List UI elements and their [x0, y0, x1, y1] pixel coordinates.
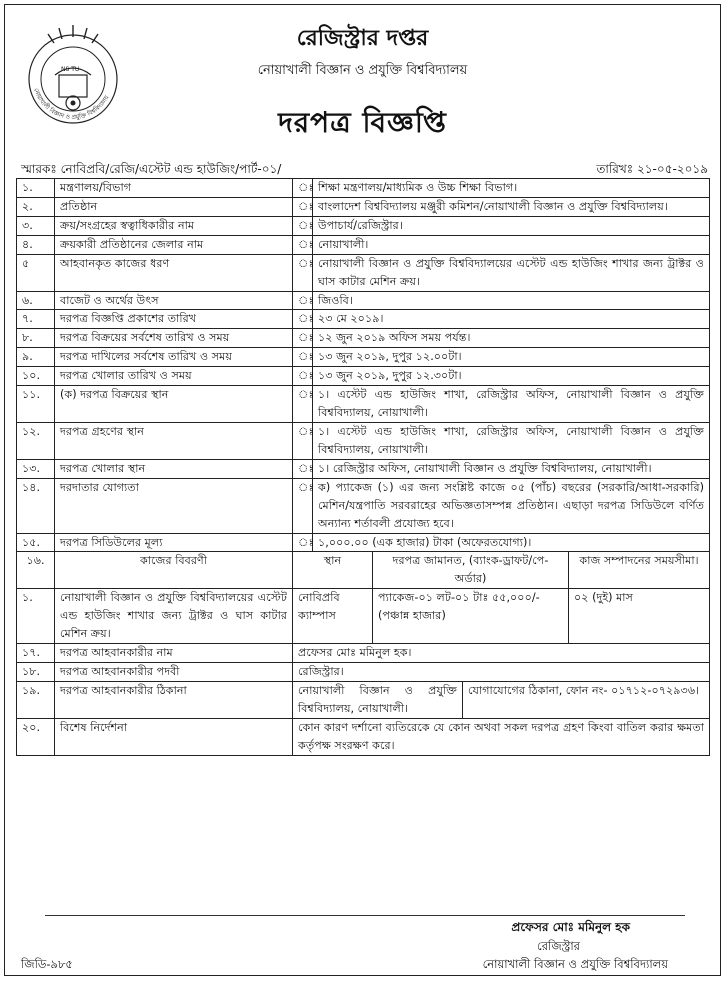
row-label: দরপত্র গ্রহণের স্থান: [55, 422, 293, 459]
row-label: দরপত্র আহবানকারীর ঠিকানা: [55, 681, 293, 718]
row-number: ১০.: [17, 367, 55, 386]
row-value: ১৩ জুন ২০১৯, দুপুর ১২.০০টা।: [313, 348, 710, 367]
signatory-organization: নোয়াখালী বিজ্ঞান ও প্রযুক্তি বিশ্ববিদ্যালয়: [482, 957, 668, 971]
row-label: বিশেষ নির্দেশনা: [55, 718, 293, 755]
table-row: [17, 681, 710, 718]
row-number: ১.: [17, 589, 55, 644]
row-number: ১৭.: [17, 644, 55, 663]
table-row: [17, 367, 710, 386]
row-label: দরপত্র বিক্রয়ের সর্বশেষ তারিখ ও সময়: [55, 329, 293, 348]
row-label: দরপত্র আহবানকারীর নাম: [55, 644, 293, 663]
memo-number: স্মারকঃ নোবিপ্রবি/রেজি/এস্টেট এন্ড হাউজিং/পার্ট-০১/: [21, 162, 282, 176]
row-label: দরপত্র বিজ্ঞপ্তি প্রকাশের তারিখ: [55, 310, 293, 329]
signatory-designation: রেজিস্ট্রার: [537, 939, 580, 953]
table-row: [17, 644, 710, 663]
row-number: ৩.: [17, 216, 55, 235]
row-number: ১৬.: [17, 552, 55, 589]
table-row: [17, 179, 710, 198]
row-value: ১। এস্টেট এন্ড হাউজিং শাখা, রেজিস্ট্রার অফিস, নোয়াখালী বিজ্ঞান ও প্রযুক্তি বিশ্ববিদ্যালয়, নোয়াখালী।: [313, 422, 710, 459]
row-label: দরদাতার যোগ্যতা: [55, 478, 293, 533]
table-row: [17, 291, 710, 310]
row-value: রেজিস্ট্রার।: [293, 662, 710, 681]
row-colon: ঃ: [293, 179, 313, 198]
row-label: আহবানকৃত কাজের ধরণ: [55, 254, 293, 291]
row-colon: ঃ: [293, 459, 313, 478]
row-colon: ঃ: [293, 235, 313, 254]
work-security-header: দরপত্র জামানত, (ব্যাংক-ড্রাফট/পে-অর্ডার): [373, 552, 569, 589]
logo-letters: NS TU: [61, 66, 80, 73]
row-number: ৫: [17, 254, 55, 291]
row-label: মন্ত্রণালয়/বিভাগ: [55, 179, 293, 198]
row-value: ১,০০০.০০ (এক হাজার) টাকা (অফেরতযোগ্য)।: [313, 533, 710, 552]
row-value: ২৩ মে ২০১৯।: [313, 310, 710, 329]
row-number: ৯.: [17, 348, 55, 367]
row-number: ১৮.: [17, 662, 55, 681]
work-place-header: স্থান: [293, 552, 373, 589]
row-value: ১। রেজিস্ট্রার অফিস, নোয়াখালী বিজ্ঞান ও প্রযুক্তি বিশ্ববিদ্যালয়, নোয়াখালী।: [313, 459, 710, 478]
row-value: শিক্ষা মন্ত্রণালয়/মাধ্যমিক ও উচ্চ শিক্ষা বিভাগ।: [313, 179, 710, 198]
row-colon: ঃ: [293, 216, 313, 235]
row-number: ১৪.: [17, 478, 55, 533]
row-colon: ঃ: [293, 386, 313, 423]
row-label: দরপত্র আহবানকারীর পদবী: [55, 662, 293, 681]
table-row: [17, 329, 710, 348]
row-label: দরপত্র দাখিলের সর্বশেষ তারিখ ও সময়: [55, 348, 293, 367]
row-colon: ঃ: [293, 478, 313, 533]
row-number: ২.: [17, 197, 55, 216]
row-colon: ঃ: [293, 348, 313, 367]
table-row: [17, 718, 710, 755]
row-value: প্রফেসর মোঃ মমিনুল হক।: [293, 644, 710, 663]
row-colon: ঃ: [293, 197, 313, 216]
logo-ring-text: নোয়াখালী বিজ্ঞান ও প্রযুক্তি বিশ্ববিদ্যালয়: [32, 87, 111, 122]
work-description-header: কাজের বিবরণী: [55, 552, 293, 589]
row-colon: ঃ: [293, 533, 313, 552]
row-value: নোয়াখালী বিজ্ঞান ও প্রযুক্তি বিশ্ববিদ্যালয়ের এস্টেট এন্ড হাউজিং শাখার জন্য ট্রাক্টর ও ঘাস কাটার মেশিন ক্রয়।: [313, 254, 710, 291]
notice-title: দরপত্র বিজ্ঞপ্তি: [278, 106, 447, 139]
work-duration-header: কাজ সম্পাদনের সময়সীমা।: [569, 552, 710, 589]
row-number: ৬.: [17, 291, 55, 310]
row-label: ক্রয়/সংগ্রহের স্বত্বাধিকারীর নাম: [55, 216, 293, 235]
table-row: [17, 662, 710, 681]
row-label: (ক) দরপত্র বিক্রয়ের স্থান: [55, 386, 293, 423]
row-number: ১২.: [17, 422, 55, 459]
gd-number: জিডি-৯৮৫: [21, 957, 73, 971]
table-row: [17, 254, 710, 291]
address-value: নোয়াখালী বিজ্ঞান ও প্রযুক্তি বিশ্ববিদ্যালয়, নোয়াখালী।: [293, 681, 463, 718]
row-label: দরপত্র খোলার তারিখ ও সময়: [55, 367, 293, 386]
work-header-row: [17, 552, 710, 589]
table-row: [17, 422, 710, 459]
row-value: উপাচার্য/রেজিস্ট্রার।: [313, 216, 710, 235]
row-colon: ঃ: [293, 254, 313, 291]
work-row: [17, 589, 710, 644]
office-title: রেজিস্ট্রার দপ্তর: [296, 26, 429, 51]
row-value: কোন কারণ দর্শানো ব্যতিরেকে যে কোন অথবা সকল দরপত্র গ্রহণ কিংবা বাতিল করার ক্ষমতা কর্তৃপক্ষ সংরক্ষণ করে।: [293, 718, 710, 755]
row-label: প্রতিষ্ঠান: [55, 197, 293, 216]
row-value: ১২ জুন ২০১৯ অফিস সময় পর্যন্ত।: [313, 329, 710, 348]
work-security: প্যাকেজ-০১ লট-০১ টাঃ ৫৫,০০০/- (পঞ্চান্ন হাজার): [373, 589, 569, 644]
row-number: ১৯.: [17, 681, 55, 718]
row-number: ১৫.: [17, 533, 55, 552]
row-colon: ঃ: [293, 367, 313, 386]
table-row: [17, 348, 710, 367]
row-value: ১৩ জুন ২০১৯, দুপুর ১২.৩০টা।: [313, 367, 710, 386]
table-row: [17, 310, 710, 329]
row-value: ১। এস্টেট এন্ড হাউজিং শাখা, রেজিস্ট্রার অফিস, নোয়াখালী বিজ্ঞান ও প্রযুক্তি বিশ্ববিদ্যালয়, নোয়াখালী।: [313, 386, 710, 423]
row-number: ৭.: [17, 310, 55, 329]
row-number: ১.: [17, 179, 55, 198]
table-row: [17, 216, 710, 235]
row-colon: ঃ: [293, 329, 313, 348]
table-row: [17, 235, 710, 254]
row-colon: ঃ: [293, 291, 313, 310]
table-row: [17, 386, 710, 423]
row-value: নোয়াখালী।: [313, 235, 710, 254]
signature-divider: [45, 915, 685, 916]
tender-notice-page: [4, 4, 721, 976]
signatory-name: প্রফেসর মোঃ মমিনুল হক: [511, 920, 630, 934]
row-value: বাংলাদেশ বিশ্ববিদ্যালয় মঞ্জুরী কমিশন/নোয়াখালী বিজ্ঞান ও প্রযুক্তি বিশ্ববিদ্যালয়।: [313, 197, 710, 216]
work-duration: ০২ (দুই) মাস: [569, 589, 710, 644]
row-value: জিওবি।: [313, 291, 710, 310]
row-value: ক) প্যাকেজ (১) এর জন্য সংশ্লিষ্ট কাজে ০৫ (পাঁচ) বছরের (সরকারি/আধা-সরকারি) মেশিন/যন্ত্রপাতি সরবরাহের অভিজ্ঞতাসম্পন্ন প্রতিষ্ঠান। এছাড়া দরপত্র সিডিউলে বর্ণিত অন্যান্য শর্তাবলী প্রযোজ্য হবে।: [313, 478, 710, 533]
work-description: নোয়াখালী বিজ্ঞান ও প্রযুক্তি বিশ্ববিদ্যালয়ের এস্টেট এন্ড হাউজিং শাখার জন্য ট্রাক্টর ও ঘাস কাটার মেশিন ক্রয়।: [55, 589, 293, 644]
table-row: [17, 197, 710, 216]
work-place: নোবিপ্রবি ক্যাম্পাস: [293, 589, 373, 644]
table-row: [17, 478, 710, 533]
row-label: দরপত্র সিডিউলের মূল্য: [55, 533, 293, 552]
notice-date: তারিখঃ ২১-০৫-২০১৯: [596, 162, 708, 176]
university-name: নোয়াখালী বিজ্ঞান ও প্রযুক্তি বিশ্ববিদ্যালয়: [257, 63, 468, 78]
table-row: [17, 533, 710, 552]
contact-value: যোগাযোগের ঠিকানা, ফোন নং- ০১৭১২-০৭২৯৩৬।: [463, 681, 710, 718]
row-label: বাজেট ও অর্থের উৎস: [55, 291, 293, 310]
row-number: ২০.: [17, 718, 55, 755]
row-label: দরপত্র খোলার স্থান: [55, 459, 293, 478]
row-number: ১১.: [17, 386, 55, 423]
table-row: [17, 459, 710, 478]
row-label: ক্রয়কারী প্রতিষ্ঠানের জেলার নাম: [55, 235, 293, 254]
row-number: ১৩.: [17, 459, 55, 478]
row-number: ৮.: [17, 329, 55, 348]
row-colon: ঃ: [293, 310, 313, 329]
row-number: ৪.: [17, 235, 55, 254]
row-colon: ঃ: [293, 422, 313, 459]
tender-table: [16, 178, 710, 756]
